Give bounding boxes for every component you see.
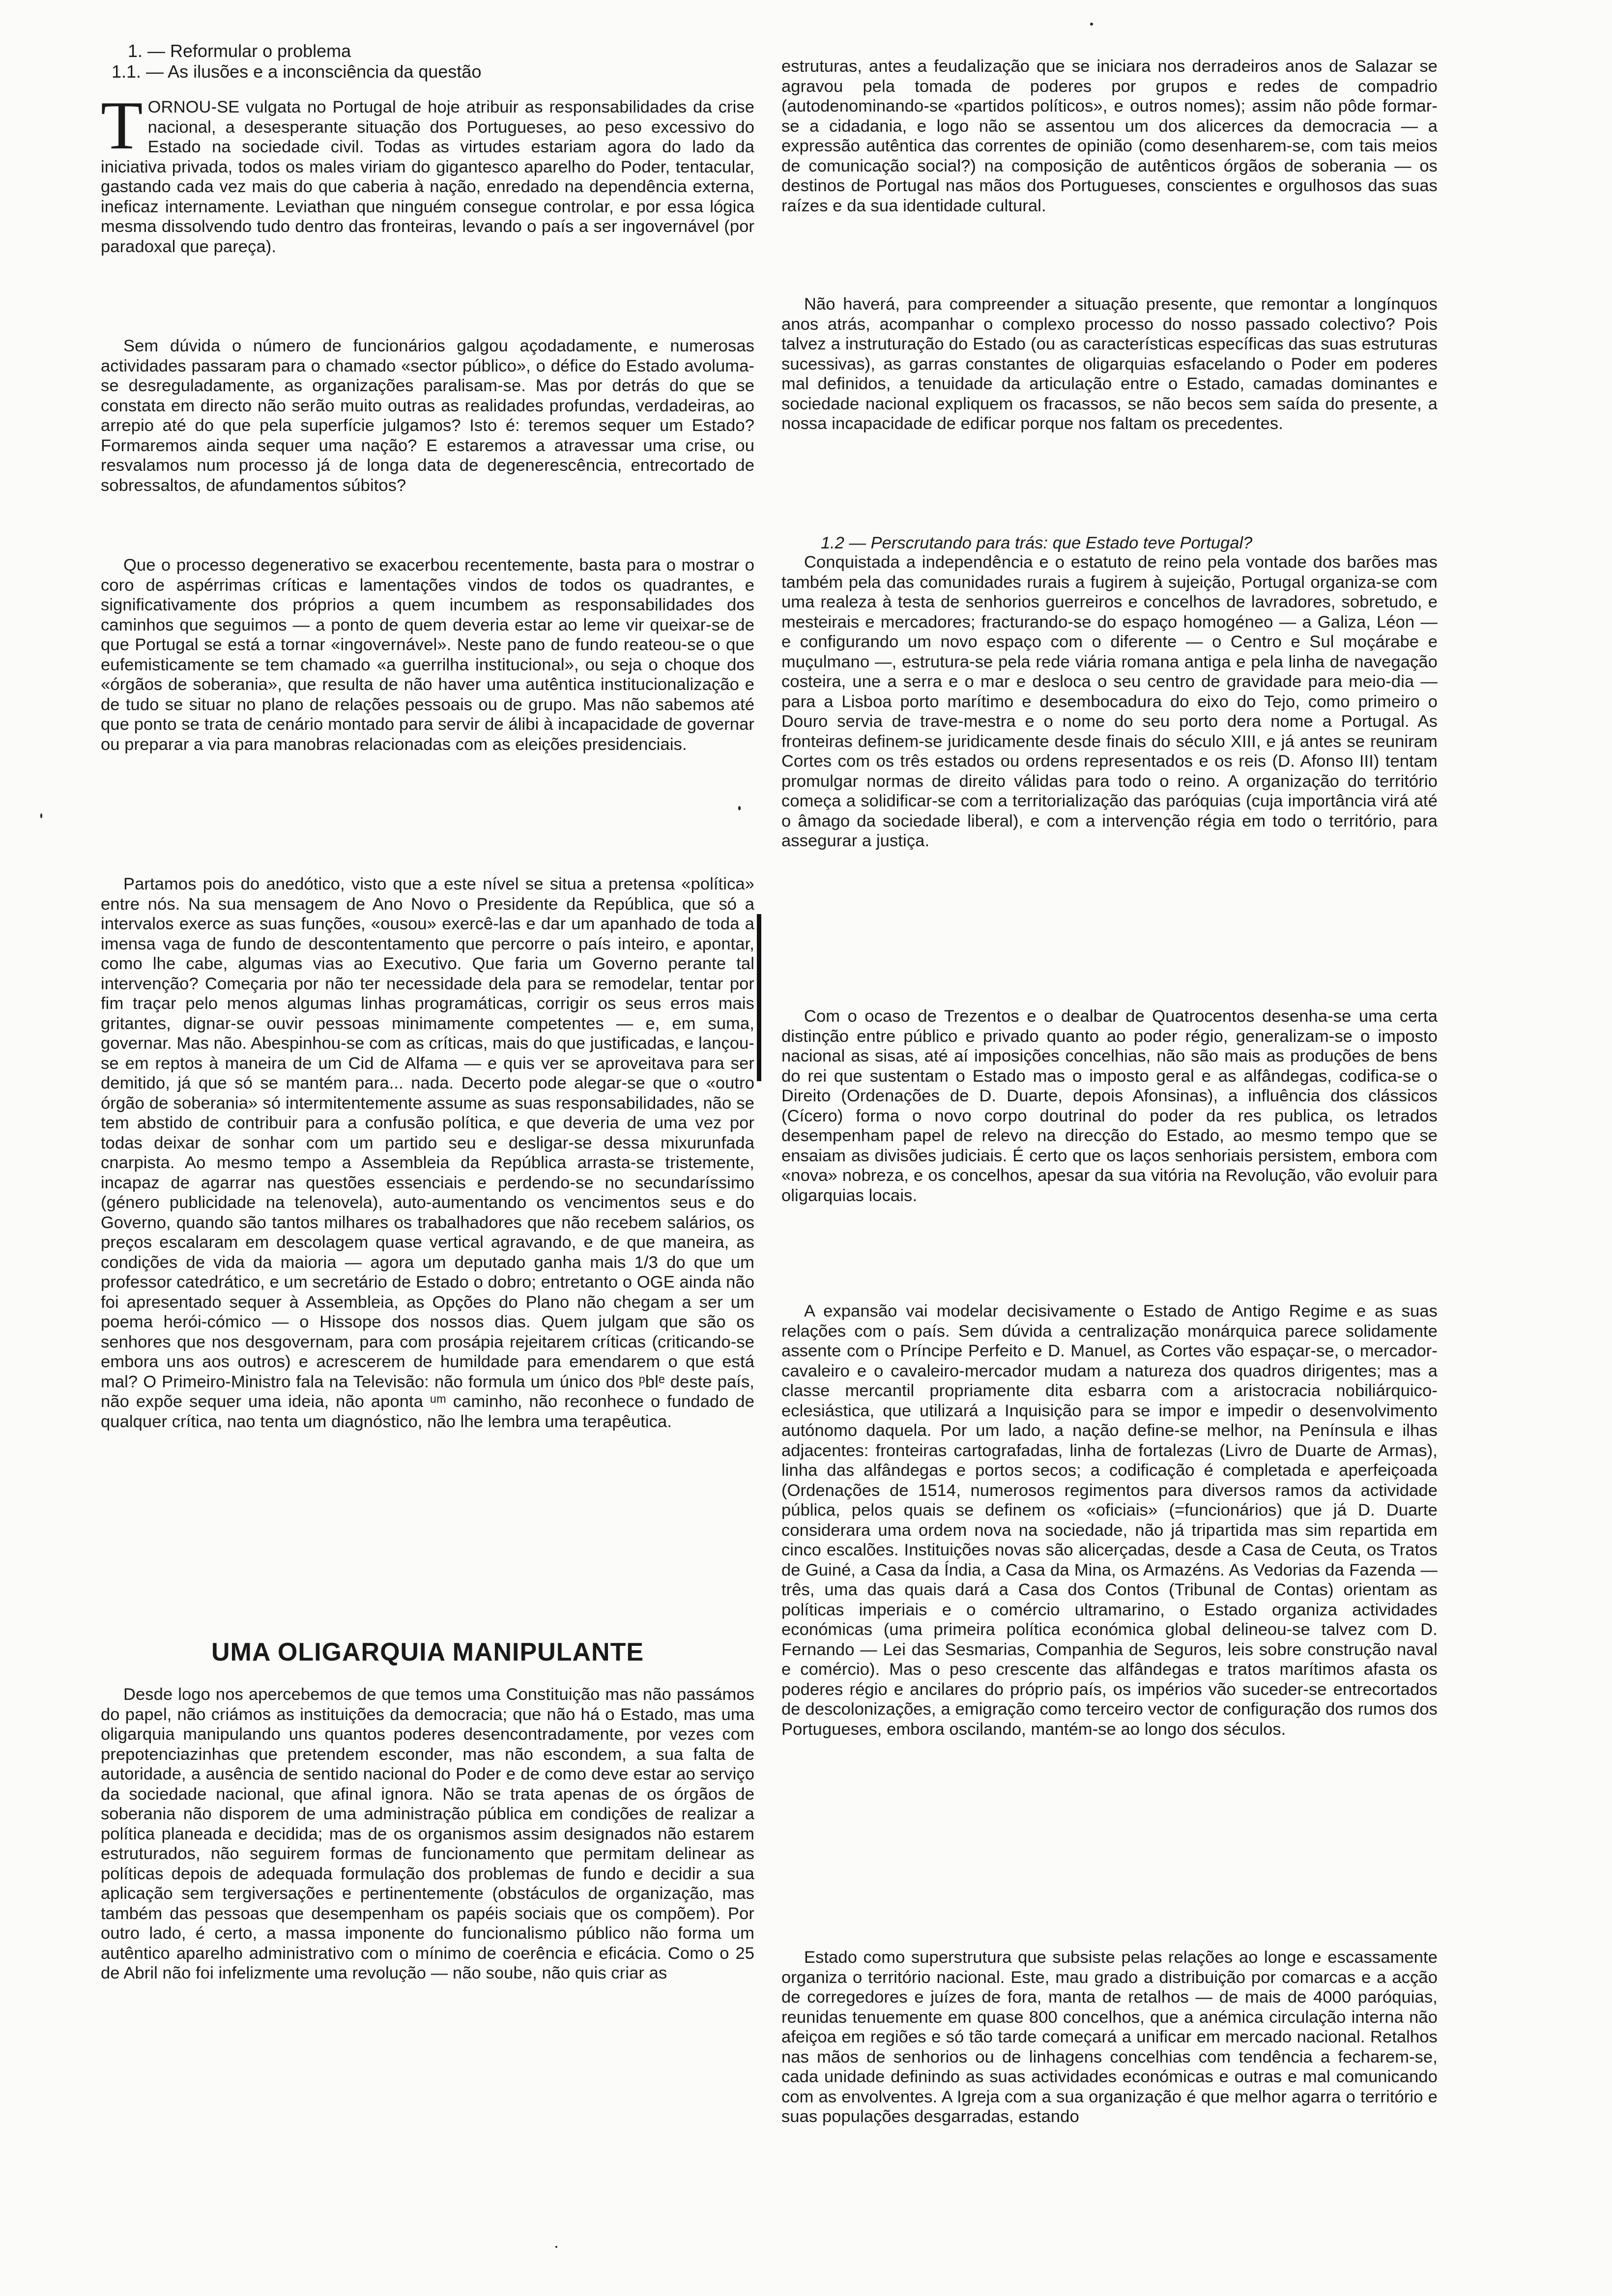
right-paragraph-1: estruturas, antes a feudalização que se iniciara nos derradeiros anos de Salazar se agravou pela tomada de poderes por grupos e redes de compadrio (autodenominando-se «partidos políticos», e outros nomes); assim não pôde formar-se a cidadania, e logo não se assentou um dos alicerces da democracia — a expressão autêntica das correntes de opinião (como desenharem-se, com tais meios de comunicação social?) na composição de autênticos órgãos de soberania — os destinos de Portugal nas mãos dos Portugueses, conscientes e orgulhosos das suas raízes e da sua identidade cultural. — [781, 57, 1438, 215]
left-paragraph-2: Sem dúvida o número de funcionários galgou açodadamente, e numerosas actividades passaram para o chamado «sector público», o défice do Estado avoluma-se desreguladamente, as organizações paralisam-se. Mas por detrás do que se constata em directo não serão muito outras as realidades profundas, verdadeiras, ao arrepio até do que pela superfície julgamos? Isto é: teremos sequer um Estado? Formaremos ainda sequer uma nação? E estaremos a atravessar uma crise, ou resvalamos num processo já de longa data de degenerescência, entrecortado de sobressaltos, de afundamentos súbitos? — [101, 337, 754, 495]
left-paragraph-1-text: ORNOU-SE vulgata no Portugal de hoje atribuir as responsabilidades da crise nacional, a desesperante situação dos Portugueses, ao peso excessivo do Estado na sociedade civil. Todas as virtudes estariam agora do lado da iniciativa privada, todos os males viriam do gigantesco aparelho do Poder, tentacular, gastando cada vez mais do que caberia à nação, enredado na dependência externa, ineficaz internamente. Leviathan que ninguém consegue controlar, e por essa lógica mesma dissolvendo tudo dentro das fronteiras, levando o país a ser ingovernável (por paradoxal que pareça). — [101, 98, 754, 256]
right-paragraph-4: Com o ocaso de Trezentos e o dealbar de Quatrocentos desenha-se uma certa distinção entre público e privado quanto ao poder régio, generalizam-se o imposto nacional as sisas, até aí imposições concelhias, não são mais as produções de bens do rei que sustentam o Estado mas o imposto geral e as alfândegas, codifica-se o Direito (Ordenações de D. Duarte, depois Afonsinas), a influência dos clássicos (Cícero) forma o novo corpo doutrinal do poder da res publica, os letrados desempenham papel de relevo na direcção do Estado, ao mesmo tempo que se ensaiam as divisões judiciais. É certo que os laços senhoriais persistem, embora com «nova» nobreza, e os concelhos, apesar da sua vitória na Revolução, vão evoluir para oligarquias locais. — [781, 1007, 1438, 1205]
section-heading-1: 1. — Reformular o problema — [128, 41, 351, 61]
scan-margin-mark — [757, 914, 761, 1081]
scan-speck — [1090, 23, 1093, 26]
right-paragraph-2: Não haverá, para compreender a situação presente, que remontar a longínquos anos atrás, acompanhar o complexo processo do nosso passado colectivo? Pois talvez a instruturação do Estado (ou as características específicas das suas estruturas sucessivas), as garras constantes de oligarquias esfacelando o Poder em poderes mal definidos, a tenuidade da articulação entre o Estado, camadas dominantes e sociedade nacional expliquem os fracassos, se não becos sem saída do presente, a nossa incapacidade de edificar porque nos faltam os precedentes. — [781, 295, 1438, 433]
section-subheading-1-2: 1.2 — Perscrutando para trás: que Estado teve Portugal? — [821, 534, 1253, 552]
scan-speck — [738, 806, 741, 810]
scan-speck — [40, 813, 42, 818]
right-paragraph-6: Estado como superstrutura que subsiste pelas relações ao longe e escassamente organiza o território nacional. Este, mau grado a distribuição por comarcas e a acção de corregedores e juízes de fora, manta de retalhos — de mais de 4000 paróquias, reunidas tenuemente em quase 800 concelhos, que a anémica circulação interna não afeiçoa em regiões e só tão tarde começará a unificar em mercado nacional. Retalhos nas mãos de senhorios ou de linhagens concelhias com tendência a fecharem-se, cada unidade definindo as suas actividades económicas e outras e mal comunicando com as envolventes. A Igreja com a sua organização é que melhor agarra o território e suas populações desgarradas, estando — [781, 1948, 1438, 2126]
scan-speck — [555, 2246, 557, 2248]
right-paragraph-5: A expansão vai modelar decisivamente o Estado de Antigo Regime e as suas relações com o país. Sem dúvida a centralização monárquica parece solidamente assente com o Príncipe Perfeito e D. Manuel, as Cortes vão espaçar-se, o mercador-cavaleiro e o cavaleiro-mercador mudam a natureza dos quadros dirigentes; mas a classe mercantil propriamente dita esbarra com a aristocracia nobiliárquico-eclesiástica, que utilizará a Inquisição para se impor e impedir o desenvolvimento autónomo daquela. Por um lado, a nação define-se melhor, na Península e ilhas adjacentes: fronteiras cartografadas, linha de fortalezas (Livro de Duarte de Armas), linha das alfândegas e portos secos; a codificação é completada e aperfeiçoada (Ordenações de 1514, numerosos regimentos para diversos ramos da actividade pública, pelos quais se definem os «oficiais» (=funcionários) que já D. Duarte considerara uma ordem nova na sociedade, não já tripartida mas sim repartida em cinco escalões. Instituições novas são alicerçadas, desde a Casa de Ceuta, os Tratos de Guiné, a Casa da Índia, a Casa da Mina, os Armazéns. As Vedorias da Fazenda — três, uma das quais dará a Casa dos Contos (Tribunal de Contas) orientam as políticas imperiais e o comércio ultramarino, o Estado organiza actividades económicas (uma primeira política económica global delineou-se talvez com D. Fernando — Lei das Sesmarias, Companhia de Seguros, leis sobre construção naval e comércio). Mas o peso crescente das alfândegas e tratos marítimos afasta os poderes régio e ancilares do próprio país, os impérios vão suceder-se entrecortados de descolonizações, a emigração como terceiro vector de configuração dos rumos dos Portugueses, embora oscilando, mantém-se ao longo dos séculos. — [781, 1302, 1438, 1739]
left-paragraph-1 — [101, 87, 754, 257]
section-heading-1-1: 1.1. — As ilusões e a inconsciência da questão — [112, 61, 482, 82]
drop-cap: T — [101, 87, 143, 164]
left-paragraph-3: Que o processo degenerativo se exacerbou recentemente, basta para o mostrar o coro de aspérrimas críticas e lamentações vindos de todos os quadrantes, e significativamente dos próprios a quem incumbem as responsabilidades dos caminhos que seguimos — a ponto de quem deveria estar ao leme vir queixar-se de que Portugal se está a tornar «ingovernável». Neste pano de fundo reateou-se o que eufemisticamente se tem chamado «a guerrilha institucional», ou seja o choque dos «órgãos de soberania», que resulta de não haver uma autêntica institucionalização e de tudo se situar no plano de relações pessoais ou de grupo. Mas não sabemos até que ponto se trata de cenário montado para servir de álibi à incapacidade de governar ou preparar a via para manobras relacionadas com as eleições presidenciais. — [101, 556, 754, 754]
left-paragraph-5: Desde logo nos apercebemos de que temos uma Constituição mas não passámos do papel, não criámos as instituições da democracia; que não há o Estado, mas uma oligarquia manipulando uns quantos poderes desencontradamente, por vezes com prepotenciazinhas que pretendem esconder, mas não escondem, a sua falta de autoridade, a ausência de sentido nacional do Poder e de como deve estar ao serviço da sociedade nacional, que afinal ignora. Não se trata apenas de os órgãos de soberania não disporem de uma administração pública em condições de realizar a política planeada e decidida; mas de os organismos assim designados não estarem estruturados, não seguirem formas de funcionamento que permitam delinear as políticas depois de adequada formulação dos problemas de fundo e decidir a sua aplicação sem tergiversações e pertinentemente (obstáculos de organização, mas também das pessoas que desempenham os papéis sociais que os compõem). Por outro lado, é certo, a massa imponente do funcionalismo público não forma um autêntico aparelho administrativo com o mínimo de coerência e eficácia. Como o 25 de Abril não foi infelizmente uma revolução — não soube, não quis criar as — [101, 1685, 754, 1982]
section-title: UMA OLIGARQUIA MANIPULANTE — [211, 1638, 644, 1666]
right-paragraph-3: Conquistada a independência e o estatuto de reino pela vontade dos barões mas também pela das comunidades rurais a fugirem à sujeição, Portugal organiza-se com uma realeza à testa de senhorios guerreiros e concelhos de lavradores, sobretudo, e mesteirais e mercadores; fracturando-se do espaço homogéneo — a Galiza, Léon — e configurando um novo espaço com o diferente — o Centro e Sul moçárabe e muçulmano —, estrutura-se pela rede viária romana antiga e pela linha de navegação costeira, une a serra e o mar e desloca o seu centro de gravidade para meio-dia — para a Lisboa porto marítimo e desembocadura do eixo do Tejo, como primeiro o Douro servia de trave-mestra e o nome do seu porto dera nome a Portugal. As fronteiras definem-se juridicamente desde finais do século XIII, e já antes se reuniram Cortes com os três estados ou ordens representados e os reis (D. Afonso III) tentam promulgar normas de direito válidas para todo o reino. A organização do território começa a solidificar-se com a territorialização das paróquias (cuja importância virá até o âmago da sociedade liberal), e com a intervenção régia em todo o território, para assegurar a justiça. — [781, 553, 1438, 850]
left-paragraph-4: Partamos pois do anedótico, visto que a este nível se situa a pretensa «política» entre nós. Na sua mensagem de Ano Novo o Presidente da República, que só a intervalos exerce as suas funções, «ousou» exercê-las e dar um apanhado de toda a imensa vaga de fundo de descontentamento que percorre o país inteiro, e apontar, como lhe cabe, algumas vias ao Executivo. Que faria um Governo perante tal intervenção? Começaria por não ter necessidade dela para se remodelar, tentar por fim traçar pelo menos algumas linhas programáticas, corrigir os seus erros mais gritantes, dignar-se ouvir pessoas minimamente competentes — e, em suma, governar. Mas não. Abespinhou-se com as críticas, mais do que justificadas, e lançou-se em reptos à maneira de um Cid de Alfama — e quis ver se aproveitava para ser demitido, já que só se mantém para... nada. Decerto pode alegar-se que o «outro órgão de soberania» só intermitentemente assume as suas responsabilidades, não se tem abstido de contribuir para a confusão política, e que deveria de uma vez por todas deixar de sonhar com um partido seu e desligar-se dessa mixurunfada cnarpista. Ao mesmo tempo a Assembleia da República arrasta-se tristemente, incapaz de agarrar nas questões essenciais e perdendo-se no secundaríssimo (género publicidade na telenovela), auto-aumentando os vencimentos seus e do Governo, quando são tantos milhares os trabalhadores que não recebem salários, os preços escalaram em descolagem quase vertical agravando, e de que maneira, as condições de vida da maioria — agora um deputado ganha mais 1/3 do que um professor catedrático, e um secretário de Estado o dobro; entretanto o OGE ainda não foi apresentado sequer à Assembleia, as Opções do Plano não chegam a ser um poema herói-cómico — o Hissope dos nossos dias. Quem julgam que são os senhores que nos desgovernam, para com prosápia rejeitarem críticas (criticando-se embora uns aos outros) e acrescerem de humildade para emendarem o que está mal? O Primeiro-Ministro fala na Televisão: não formula um único dos ᵖblᵉ deste país, não expõe sequer uma ideia, não aponta ᵘᵐ caminho, não reconhece o fundado de qualquer crítica, nao tenta um diagnóstico, não lhe lembra uma terapêutica. — [101, 875, 754, 1431]
